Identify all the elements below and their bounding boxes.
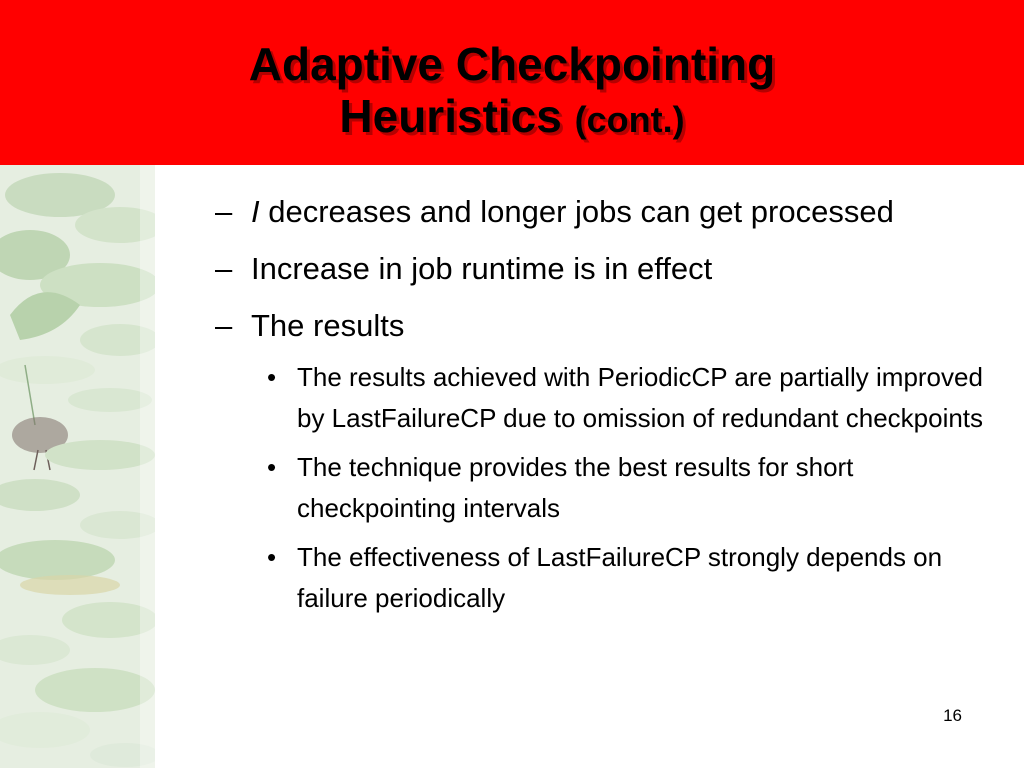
bullet-item <box>215 190 1005 234</box>
lily-pond-photo <box>0 165 155 768</box>
sub-bullet-item <box>267 357 1005 439</box>
dot-bullet: • <box>267 362 277 392</box>
title-line-2 <box>0 90 1024 146</box>
sub-bullet-text: The results achieved with PeriodicCP are partially improved by LastFailureCP due to omission of redundant checkpoints <box>297 362 984 433</box>
bullet-text: decreases and longer jobs can get processed <box>259 194 894 229</box>
bullet-text: Increase in job runtime is in effect <box>251 251 713 286</box>
italic-variable: I <box>251 194 260 229</box>
sub-bullet-item <box>267 537 1005 619</box>
dot-bullet: • <box>267 452 277 482</box>
page-number: 16 <box>943 706 962 725</box>
dot-bullet: • <box>267 542 277 572</box>
title-cont: (cont.) <box>574 99 685 140</box>
sub-bullet-text: The technique provides the best results for short checkpointing intervals <box>297 452 854 523</box>
bullet-item <box>215 304 1005 348</box>
slide-body <box>215 190 1005 627</box>
dash-bullet: – <box>215 308 233 343</box>
bullet-item <box>215 247 1005 291</box>
sub-bullet-text: The effectiveness of LastFailureCP strongly depends on failure periodically <box>297 542 943 613</box>
title-line-2-main: Heuristics <box>339 90 562 142</box>
slide-title <box>0 38 1024 146</box>
bullet-text: The results <box>251 308 405 343</box>
sub-bullet-list <box>215 357 1005 619</box>
title-line-1: Adaptive Checkpointing <box>248 38 776 90</box>
lily-pond-image <box>0 165 155 768</box>
dash-bullet: – <box>215 251 233 286</box>
dash-bullet: – <box>215 194 233 229</box>
sub-bullet-item <box>267 447 1005 529</box>
